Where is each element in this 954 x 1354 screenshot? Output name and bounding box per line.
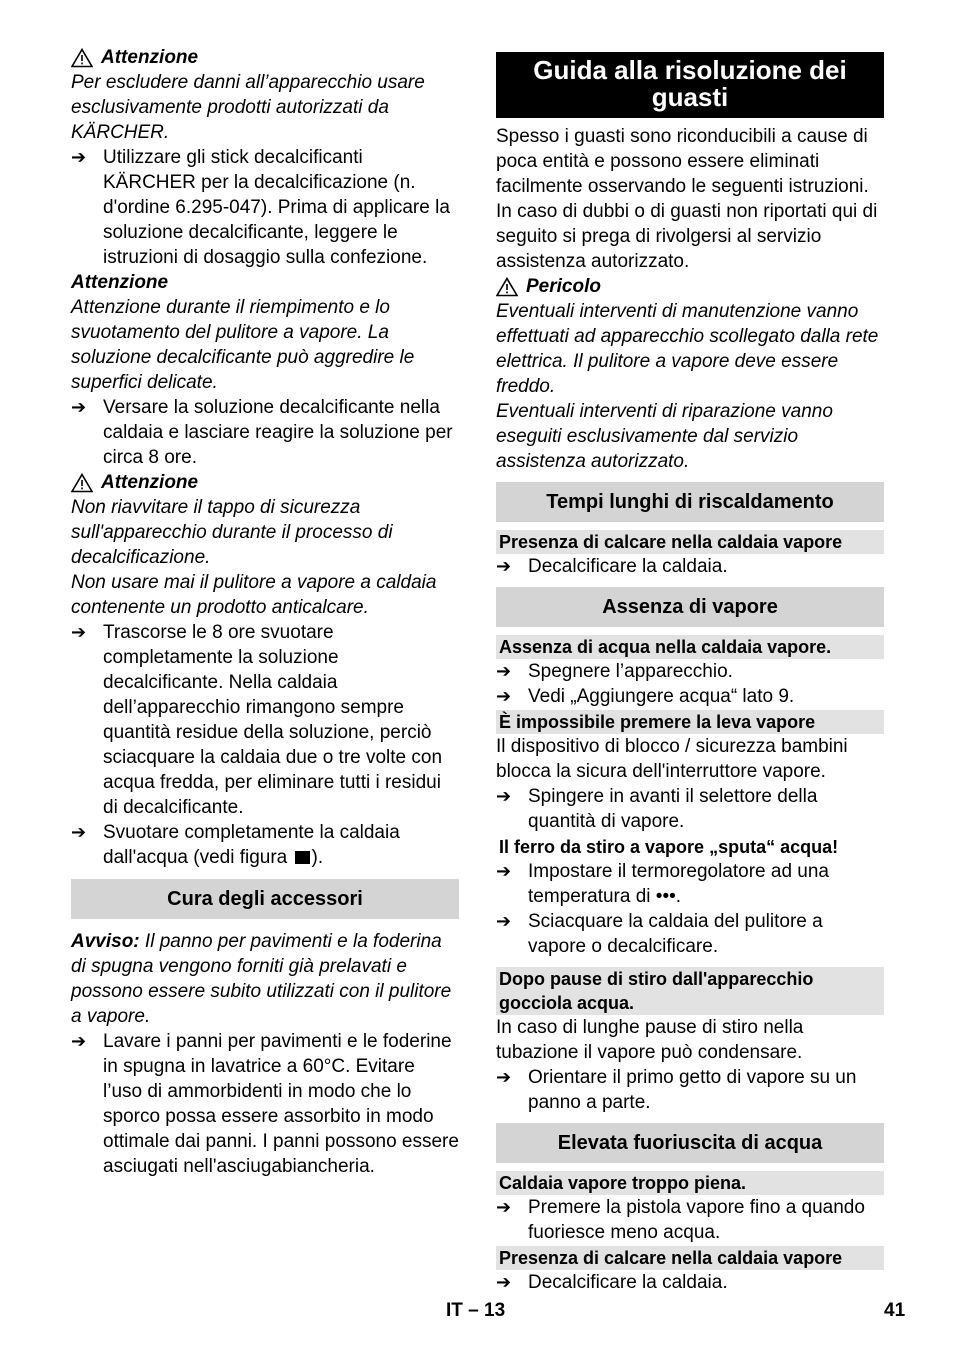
arrow-right-icon: ➔ [496, 1272, 512, 1292]
sub-heading: Presenza di calcare nella caldaia vapore [496, 530, 884, 554]
page-label: IT – 13 [446, 1300, 506, 1321]
instruction-step: ➔ Decalcificare la caldaia. [496, 556, 728, 577]
instruction-step: ➔ Orientare il primo getto di vapore su un panno a parte. [496, 1067, 857, 1113]
warning-text: Attenzione durante il riempimento e lo svuotamento del pulitore a vapore. La soluzione decalcificante può aggredire le superfici delicate. [71, 297, 415, 393]
page-number: 41 [884, 1300, 906, 1321]
instruction-step: ➔ Spegnere l’apparecchio. [496, 661, 733, 682]
instruction-step: ➔ Vedi „Aggiungere acqua“ lato 9. [496, 686, 795, 707]
instruction-step: ➔ Svuotare completamente la caldaia dall'acqua (vedi figura ). [71, 822, 400, 868]
arrow-right-icon: ➔ [496, 911, 512, 931]
section-heading-assenza: Assenza di vapore [496, 587, 884, 627]
instruction-step: ➔ Premere la pistola vapore fino a quando fuoriesce meno acqua. [496, 1197, 865, 1243]
arrow-right-icon: ➔ [496, 786, 512, 806]
arrow-right-icon: ➔ [496, 1067, 512, 1087]
instruction-step: ➔ Lavare i panni per pavimenti e le foderine in spugna in lavatrice a 60°C. Evitare l’uso di ammorbidenti in modo che lo sporco possa essere assorbito in modo ottimale dai panni. I panni possono essere asciugati nell'asciugabiancheria. [71, 1031, 459, 1177]
warning-triangle-icon [71, 473, 93, 493]
warning-text: Non usare mai il pulitore a vapore a caldaia contenente un prodotto anticalcare. [71, 572, 437, 618]
arrow-right-icon: ➔ [71, 397, 87, 417]
instruction-step: ➔ Sciacquare la caldaia del pulitore a vapore o decalcificare. [496, 911, 823, 957]
page-footer [0, 1298, 954, 1323]
right-column [496, 45, 884, 1295]
notice-text: Avviso: Il panno per pavimenti e la foderina di spugna vengono forniti già prelavati e possono essere subito utilizzati con il pulitore a vapore. [71, 931, 452, 1027]
warning-text: Non riavvitare il tappo di sicurezza sull'apparecchio durante il processo di decalcificazione. [71, 497, 393, 568]
instruction-step: ➔ Trascorse le 8 ore svuotare completamente la soluzione decalcificante. Nella caldaia dell’apparecchio rimangono sempre quantità residue della soluzione, perciò sciacquare la caldaia due o tre volte con acqua fredda, per eliminare tutti i residui di decalcificante. [71, 622, 443, 818]
arrow-right-icon: ➔ [496, 861, 512, 881]
instruction-step: ➔ Utilizzare gli stick decalcificanti KÄRCHER per la decalcificazione (n. d'ordine 6.295-047). Prima di applicare la soluzione decalcificante, leggere le istruzioni di dosaggio sulla confezione. [71, 147, 450, 268]
warning-triangle-icon [496, 277, 518, 297]
arrow-right-icon: ➔ [71, 822, 87, 842]
left-column [71, 45, 459, 1179]
sub-heading: È impossibile premere la leva vapore [496, 710, 884, 734]
sub-heading: Dopo pause di stiro dall'apparecchio gocciola acqua. [496, 967, 884, 1015]
warning-triangle-icon [71, 48, 93, 68]
arrow-right-icon: ➔ [496, 686, 512, 706]
sub-heading: Il ferro da stiro a vapore „sputa“ acqua! [499, 837, 839, 857]
warning-heading: Attenzione [71, 272, 169, 293]
body-text: In caso di lunghe pause di stiro nella tubazione il vapore può condensare. [496, 1017, 804, 1063]
warning-heading: Attenzione [71, 470, 459, 495]
instruction-step: ➔ Spingere in avanti il selettore della quantità di vapore. [496, 786, 818, 832]
warning-heading: Attenzione [71, 45, 459, 70]
warning-text: Per escludere danni all’apparecchio usare esclusivamente prodotti autorizzati da KÄRCHER. [71, 72, 425, 143]
danger-text: Eventuali interventi di manutenzione vanno effettuati ad apparecchio scollegato dalla rete elettrica. Il pulitore a vapore deve essere freddo. [496, 301, 879, 397]
chapter-heading: Guida alla risoluzione dei guasti [496, 52, 884, 118]
section-heading-accessori: Cura degli accessori [71, 879, 459, 919]
arrow-right-icon: ➔ [71, 1031, 87, 1051]
instruction-step: ➔ Versare la soluzione decalcificante nella caldaia e lasciare reagire la soluzione per circa 8 ore. [71, 397, 453, 468]
arrow-right-icon: ➔ [496, 1197, 512, 1217]
section-heading-tempi: Tempi lunghi di riscaldamento [496, 482, 884, 522]
arrow-right-icon: ➔ [71, 147, 87, 167]
sub-heading: Presenza di calcare nella caldaia vapore [496, 1246, 884, 1270]
body-text: Il dispositivo di blocco / sicurezza bambini blocca la sicura dell'interruttore vapore. [496, 736, 848, 782]
section-heading-elevata: Elevata fuoriuscita di acqua [496, 1123, 884, 1163]
danger-text: Eventuali interventi di riparazione vanno eseguiti esclusivamente dal servizio assistenza autorizzato. [496, 401, 833, 472]
sub-heading: Caldaia vapore troppo piena. [496, 1171, 884, 1195]
figure-reference-icon [295, 851, 310, 864]
arrow-right-icon: ➔ [496, 661, 512, 681]
sub-heading: Assenza di acqua nella caldaia vapore. [496, 635, 884, 659]
arrow-right-icon: ➔ [496, 556, 512, 576]
arrow-right-icon: ➔ [71, 622, 87, 642]
instruction-step: ➔ Impostare il termoregolatore ad una temperatura di •••. [496, 861, 829, 907]
danger-heading: Pericolo [496, 274, 884, 299]
instruction-step: ➔ Decalcificare la caldaia. [496, 1272, 728, 1293]
intro-text: Spesso i guasti sono riconducibili a cause di poca entità e possono essere eliminati facilmente osservando le seguenti istruzioni. In caso di dubbi o di guasti non riportati qui di seguito si prega di rivolgersi al servizio assistenza autorizzato. [496, 126, 878, 272]
